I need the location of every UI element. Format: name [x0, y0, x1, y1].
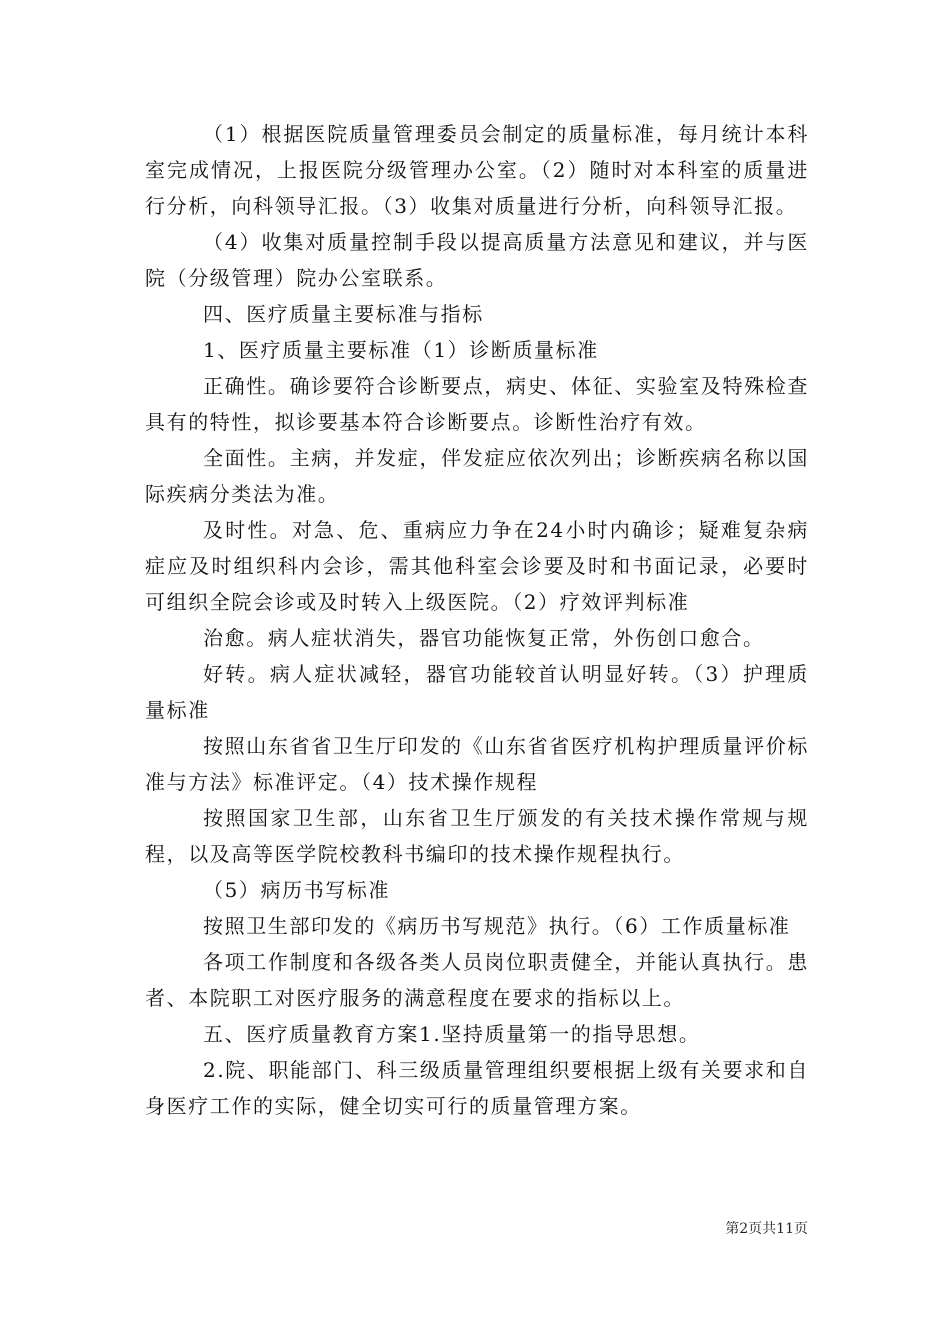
paragraph-technical-procedures: 按照国家卫生部，山东省卫生厅颁发的有关技术操作常规与规程，以及高等医学院校教科书编印的技术操作规程执行。: [145, 806, 809, 866]
paragraph-records-standard: 按照卫生部印发的《病历书写规范》执行。（6）工作质量标准: [203, 914, 791, 938]
paragraph-quality-task-4: （4）收集对质量控制手段以提高质量方法意见和建议，并与医院（分级管理）院办公室联系。: [145, 230, 809, 290]
paragraph-three-level-management: 2.院、职能部门、科三级质量管理组织要根据上级有关要求和自身医疗工作的实际，健全切实可行的质量管理方案。: [145, 1058, 809, 1118]
footer-middle: 页共: [748, 1221, 777, 1237]
page-number-footer: [725, 1220, 808, 1238]
footer-total-pages: 11: [776, 1221, 794, 1237]
section-heading-standards: 四、医疗质量主要标准与指标: [203, 302, 484, 326]
paragraph-quality-tasks-1-3: （1）根据医院质量管理委员会制定的质量标准，每月统计本科室完成情况，上报医院分级管理办公室。（2）随时对本科室的质量进行分析，向科领导汇报。（3）收集对质量进行分析，向科领导汇报。: [145, 122, 809, 218]
footer-prefix: 第: [725, 1221, 740, 1237]
subheading-medical-records: （5）病历书写标准: [203, 878, 391, 902]
paragraph-nursing-standard: 按照山东省省卫生厅印发的《山东省省医疗机构护理质量评价标准与方法》标准评定。（4）技术操作规程: [145, 734, 809, 794]
document-body: [145, 116, 809, 1124]
paragraph-comprehensiveness: 全面性。主病，并发症，伴发症应依次列出；诊断疾病名称以国际疾病分类法为准。: [145, 446, 809, 506]
footer-current-page: 2: [739, 1221, 749, 1237]
paragraph-cured: 治愈。病人症状消失，器官功能恢复正常，外伤创口愈合。: [203, 626, 765, 650]
paragraph-improved: 好转。病人症状减轻，器官功能较首认明显好转。（3）护理质量标准: [145, 662, 809, 722]
paragraph-work-quality: 各项工作制度和各级各类人员岗位职责健全，并能认真执行。患者、本院职工对医疗服务的满意程度在要求的指标以上。: [145, 950, 809, 1010]
paragraph-timeliness: 及时性。对急、危、重病应力争在24小时内确诊；疑难复杂病症应及时组织科内会诊，需其他科室会诊要及时和书面记录，必要时可组织全院会诊或及时转入上级医院。（2）疗效评判标准: [145, 518, 809, 614]
footer-suffix: 页: [794, 1221, 808, 1237]
subheading-diagnosis-standard: 1、医疗质量主要标准（1）诊断质量标准: [203, 338, 599, 362]
section-heading-education: 五、医疗质量教育方案1.坚持质量第一的指导思想。: [203, 1022, 701, 1046]
paragraph-correctness: 正确性。确诊要符合诊断要点，病史、体征、实验室及特殊检查具有的特性，拟诊要基本符合诊断要点。诊断性治疗有效。: [145, 374, 809, 434]
